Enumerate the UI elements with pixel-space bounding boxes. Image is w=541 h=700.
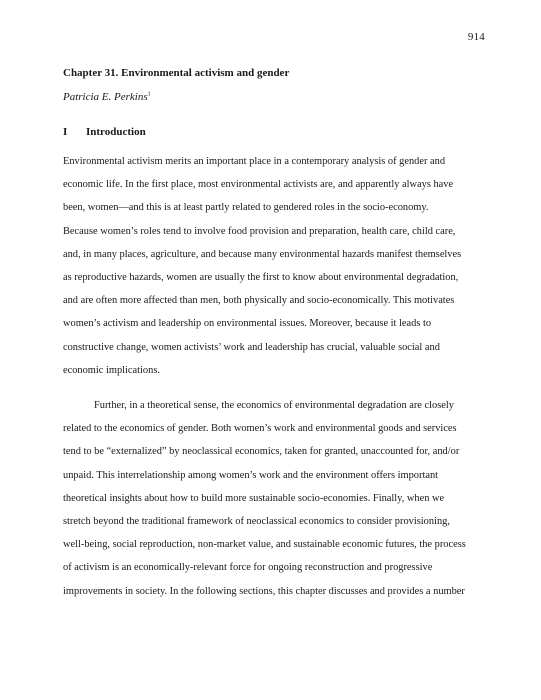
- text-line: Further, in a theoretical sense, the economics of environmental degradation are closely: [94, 400, 454, 411]
- text-line: of activism is an economically-relevant force for ongoing reconstruction and progressive: [63, 562, 433, 574]
- text-line: economic implications.: [63, 364, 160, 376]
- footnote-marker[interactable]: 1: [147, 91, 151, 98]
- section-title: Introduction: [86, 126, 146, 138]
- author-name: Patricia E. Perkins: [63, 91, 148, 103]
- text-line: Because women’s roles tend to involve food provision and preparation, health care, child care,: [63, 225, 456, 237]
- paragraph-1: [63, 150, 483, 382]
- section-heading: [63, 126, 146, 138]
- text-line: and are often more affected than men, both physically and socio-economically. This motivates: [63, 295, 455, 307]
- text-line: theoretical insights about how to build more sustainable socio-economies. Finally, when we: [63, 492, 445, 504]
- page-number: 914: [467, 31, 485, 43]
- section-numeral: I: [63, 126, 68, 138]
- text-line: constructive change, women activists’ work and leadership has crucial, valuable social and: [63, 341, 440, 353]
- text-line: as reproductive hazards, women are usually the first to know about environmental degradation,: [63, 271, 459, 283]
- text-line: unpaid. This interrelationship among women’s work and the environment offers important: [63, 469, 439, 481]
- text-line: been, women—and this is at least partly related to gendered roles in the socio-economy.: [63, 202, 429, 214]
- text-line: economic life. In the first place, most environmental activists are, and apparently always have: [63, 179, 454, 191]
- text-line: tend to be “externalized” by neoclassical economics, taken for granted, unaccounted for, and/or: [63, 446, 460, 458]
- chapter-title: Chapter 31. Environmental activism and gender: [63, 67, 290, 79]
- text-line: Environmental activism merits an important place in a contemporary analysis of gender and: [63, 156, 446, 167]
- text-line: and, in many places, agriculture, and because many environmental hazards manifest themselves: [63, 248, 462, 260]
- text-line: women’s activism and leadership on environmental issues. Moreover, because it leads to: [63, 318, 432, 330]
- paragraph-2: [63, 394, 483, 603]
- text-line: stretch beyond the traditional framework of neoclassical economics to consider provisioning,: [63, 515, 450, 527]
- author-line: [63, 91, 151, 103]
- text-line: well-being, social reproduction, non-market value, and sustainable economic futures, the process: [63, 539, 466, 551]
- text-line: improvements in society. In the following sections, this chapter discusses and provides a number: [63, 585, 465, 597]
- text-line: related to the economics of gender. Both women’s work and environmental goods and services: [63, 423, 457, 435]
